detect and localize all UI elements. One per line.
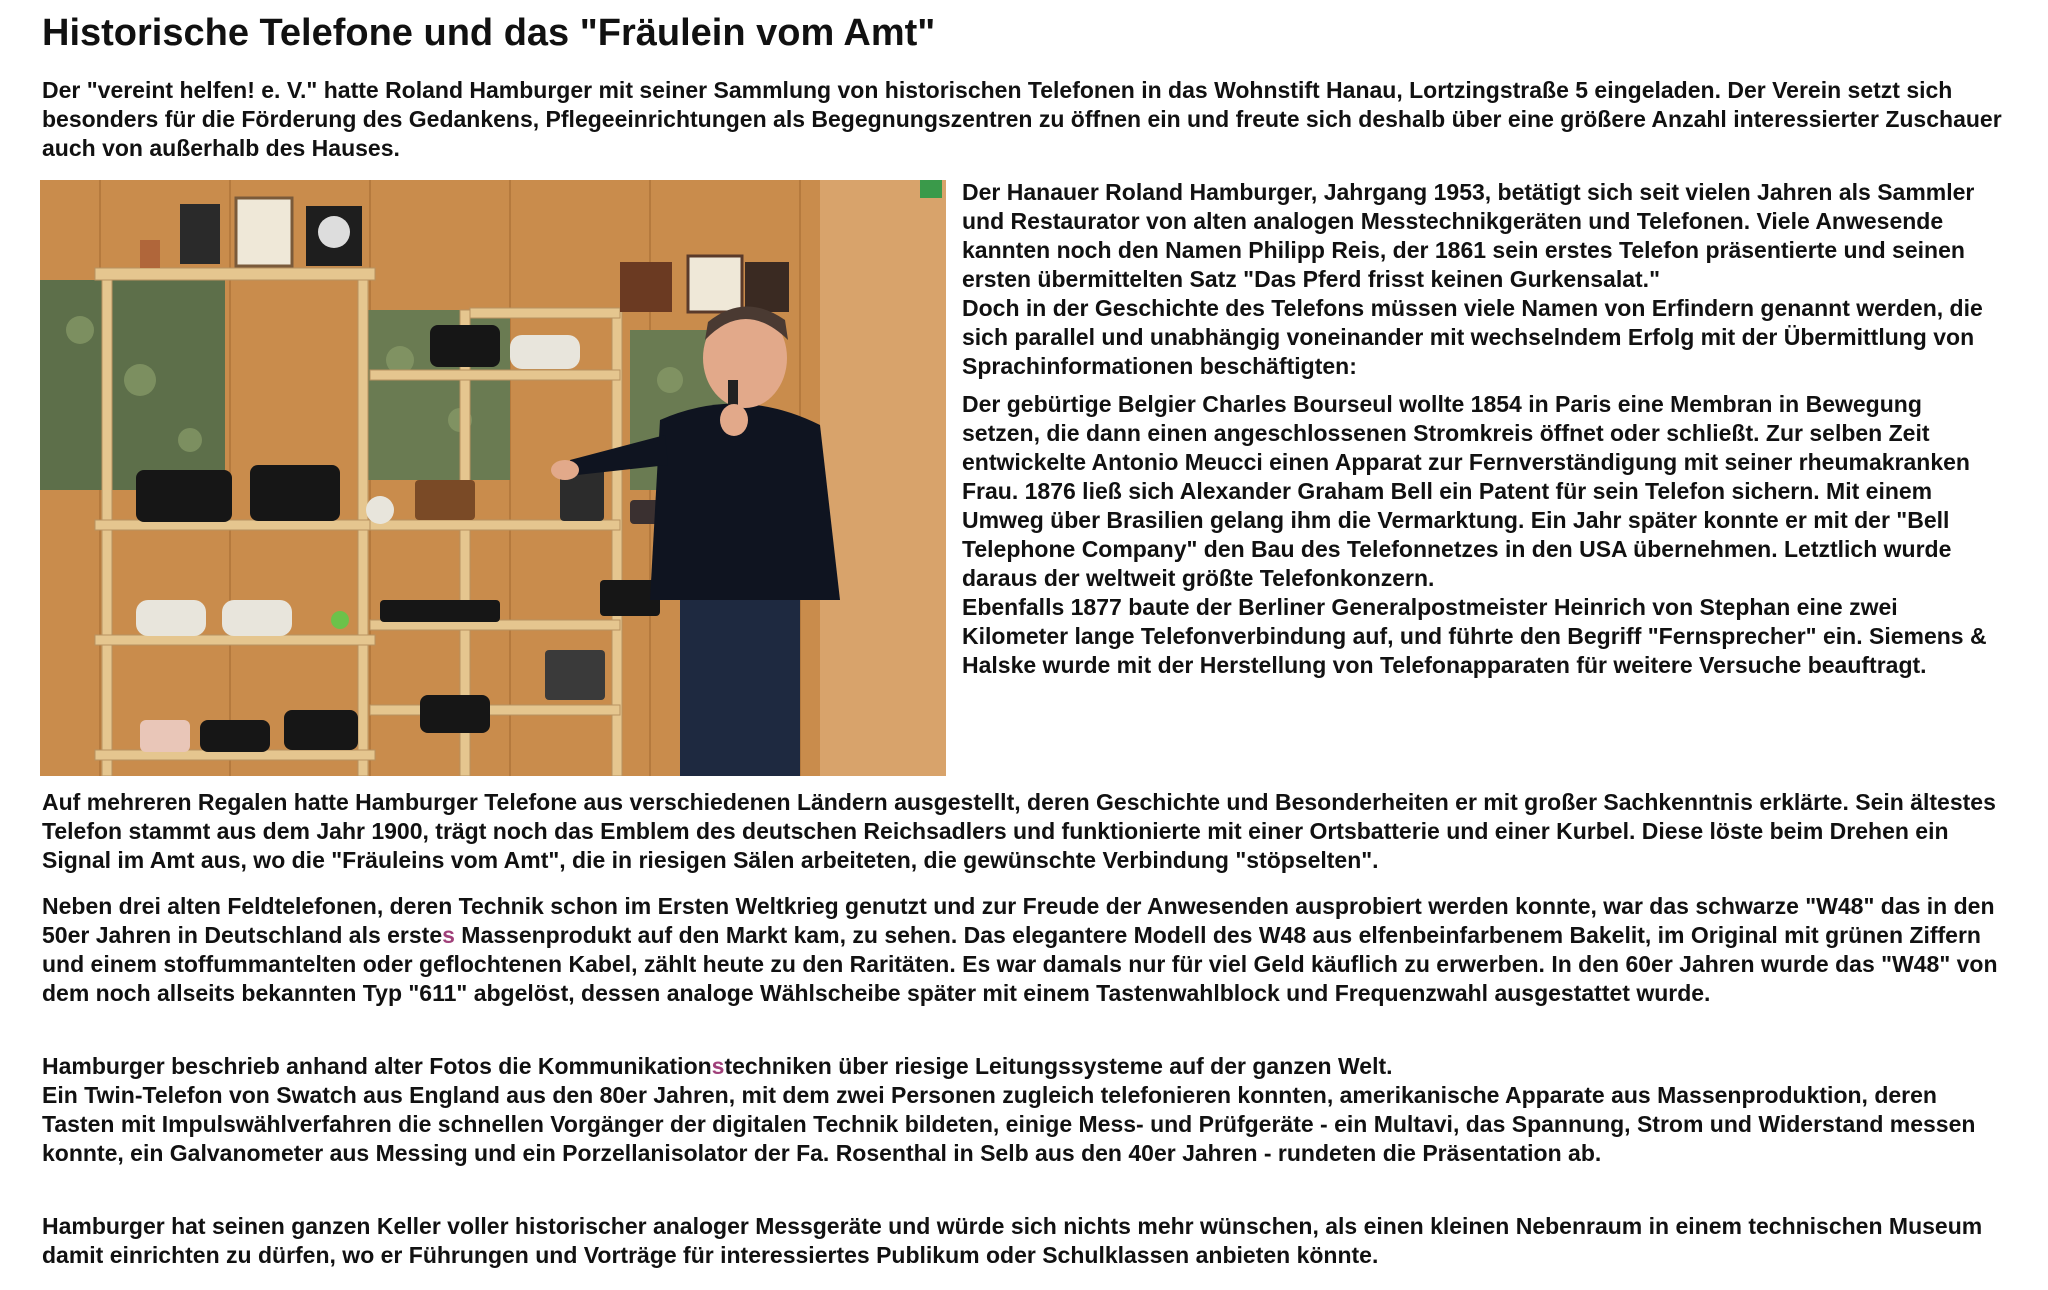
fotos-accent-letter: s — [711, 1053, 725, 1079]
right-p2-text: Der gebürtige Belgier Charles Bourseul wollte 1854 in Paris eine Membran in Bewegung setzen, die dann einen angeschlossenen Stromkreis öffnet oder schließt. Zur selben Zeit entwickelte Antonio Meucci einen Apparat zur Fernverständigung mit seiner rheumakranken Frau. 1876 ließ sich Alexander Graham Bell ein Patent für sein Telefon sichern. Mit einem Umweg über Brasilien gelang ihm die Vermarktung. Ein Jahr später konnte er mit der "Bell Telephone Company" den Bau des Telefonnetzes in den USA übernehmen. Letztlich wurde daraus der weltweit größte Telefonkonzern. — [962, 391, 1970, 591]
paragraph-keller-text: Hamburger hat seinen ganzen Keller voller historischer analoger Messgeräte und würde sich nichts mehr wünschen, als einen kleinen Nebenraum in einem technischen Museum damit einrichten zu dürfen, wo er Führungen und Vorträge für interessiertes Publikum oder Schulklassen anbieten könnte. — [42, 1213, 1983, 1268]
article-title: Historische Telefone und das "Fräulein vom Amt" — [42, 12, 936, 54]
fotos-text-b: techniken über riesige Leitungssysteme auf der ganzen Welt. — [724, 1053, 1393, 1079]
exhibition-photo — [40, 180, 946, 776]
intro-paragraph: Der "vereint helfen! e. V." hatte Roland Hamburger mit seiner Sammlung von historischen Telefonen in das Wohnstift Hanau, Lortzingstraße 5 eingeladen. Der Verein setzt sich besonders für die Förderung des Gedankens, Pflegeeinrichtungen als Begegnungszentren zu öffnen ein und freute sich deshalb über eine größere Anzahl interessierter Zuschauer auch von außerhalb des Hauses. — [42, 77, 2002, 161]
paragraph-twin-text: Ein Twin-Telefon von Swatch aus England aus den 80er Jahren, mit dem zwei Personen zugleich telefonieren konnten, amerikanische Apparate aus Massenproduktion, deren Tasten mit Impulswählverfahren die schnellen Vorgänger der digitalen Technik bildeten, einige Mess- und Prüfgeräte - ein Multavi, das Spannung, Strom und Widerstand messen konnte, ein Galvanometer aus Messing und ein Porzellanisolator der Fa. Rosenthal in Selb aus den 40er Jahren - rundeten die Präsentation ab. — [42, 1082, 1976, 1166]
feldtelefone-accent-letter: s — [442, 922, 455, 948]
right-paragraph-1 — [962, 178, 2002, 381]
right-p2b-text: Ebenfalls 1877 baute der Berliner Generalpostmeister Heinrich von Stephan eine zwei Kilometer lange Telefonverbindung auf, und führte den Begriff "Fernsprecher" ein. Siemens & Halske wurde mit der Herstellung von Telefonapparaten für weitere Versuche beauftragt. — [962, 594, 1987, 678]
paragraph-regale — [42, 788, 2012, 875]
paragraph-feldtelefone — [42, 892, 2012, 1008]
paragraph-regale-text: Auf mehreren Regalen hatte Hamburger Telefone aus verschiedenen Ländern ausgestellt, deren Geschichte und Besonderheiten er mit großer Sachkenntnis erklärte. Sein ältestes Telefon stammt aus dem Jahr 1900, trägt noch das Emblem des deutschen Reichsadlers und funktionierte mit einer Ortsbatterie und einer Kurbel. Diese löste beim Drehen ein Signal im Amt aus, wo die "Fräuleins vom Amt", die in riesigen Sälen arbeiteten, die gewünschte Verbindung "stöpselten". — [42, 789, 1996, 873]
right-paragraph-2 — [962, 390, 2002, 680]
feldtelefone-text-a: Neben drei alten Feldtelefonen, deren Technik schon im Ersten Weltkrieg genutzt und zur Freude der Anwesenden ausprobiert werden konnte, war das schwarze "W48" das in den 50er Jahren in Deutschland als erste — [42, 893, 1995, 948]
photo-illustration — [40, 180, 946, 776]
right-column — [962, 178, 2002, 689]
paragraph-fotos — [42, 1052, 2012, 1168]
right-p1b-text: Doch in der Geschichte des Telefons müssen viele Namen von Erfindern genannt werden, die sich parallel und unabhängig voneinander mit wechselndem Erfolg mit der Übermittlung von Sprachinformationen beschäftigten: — [962, 295, 1983, 379]
paragraph-keller — [42, 1212, 2012, 1270]
fotos-text-a: Hamburger beschrieb anhand alter Fotos die Kommunikation — [42, 1053, 712, 1079]
right-p1-text: Der Hanauer Roland Hamburger, Jahrgang 1953, betätigt sich seit vielen Jahren als Sammler und Restaurator von alten analogen Messtechnikgeräten und Telefonen. Viele Anwesende kannten noch den Namen Philipp Reis, der 1861 sein erstes Telefon präsentierte und seinen ersten übermittelten Satz "Das Pferd frisst keinen Gurkensalat." — [962, 179, 1975, 292]
feldtelefone-text-b: Massenprodukt auf den Markt kam, zu sehen. Das elegantere Modell des W48 aus elfenbeinfarbenem Bakelit, im Original mit grünen Ziffern und einem stoffummantelten oder geflochtenen Kabel, zählt heute zu den Raritäten. Es war damals nur für viel Geld käuflich zu erwerben. In den 60er Jahren wurde das "W48" von dem noch allseits bekannten Typ "611" abgelöst, dessen analoge Wählscheibe später mit einem Tastenwahlblock und Frequenzwahl ausgestattet wurde. — [42, 922, 1998, 1006]
